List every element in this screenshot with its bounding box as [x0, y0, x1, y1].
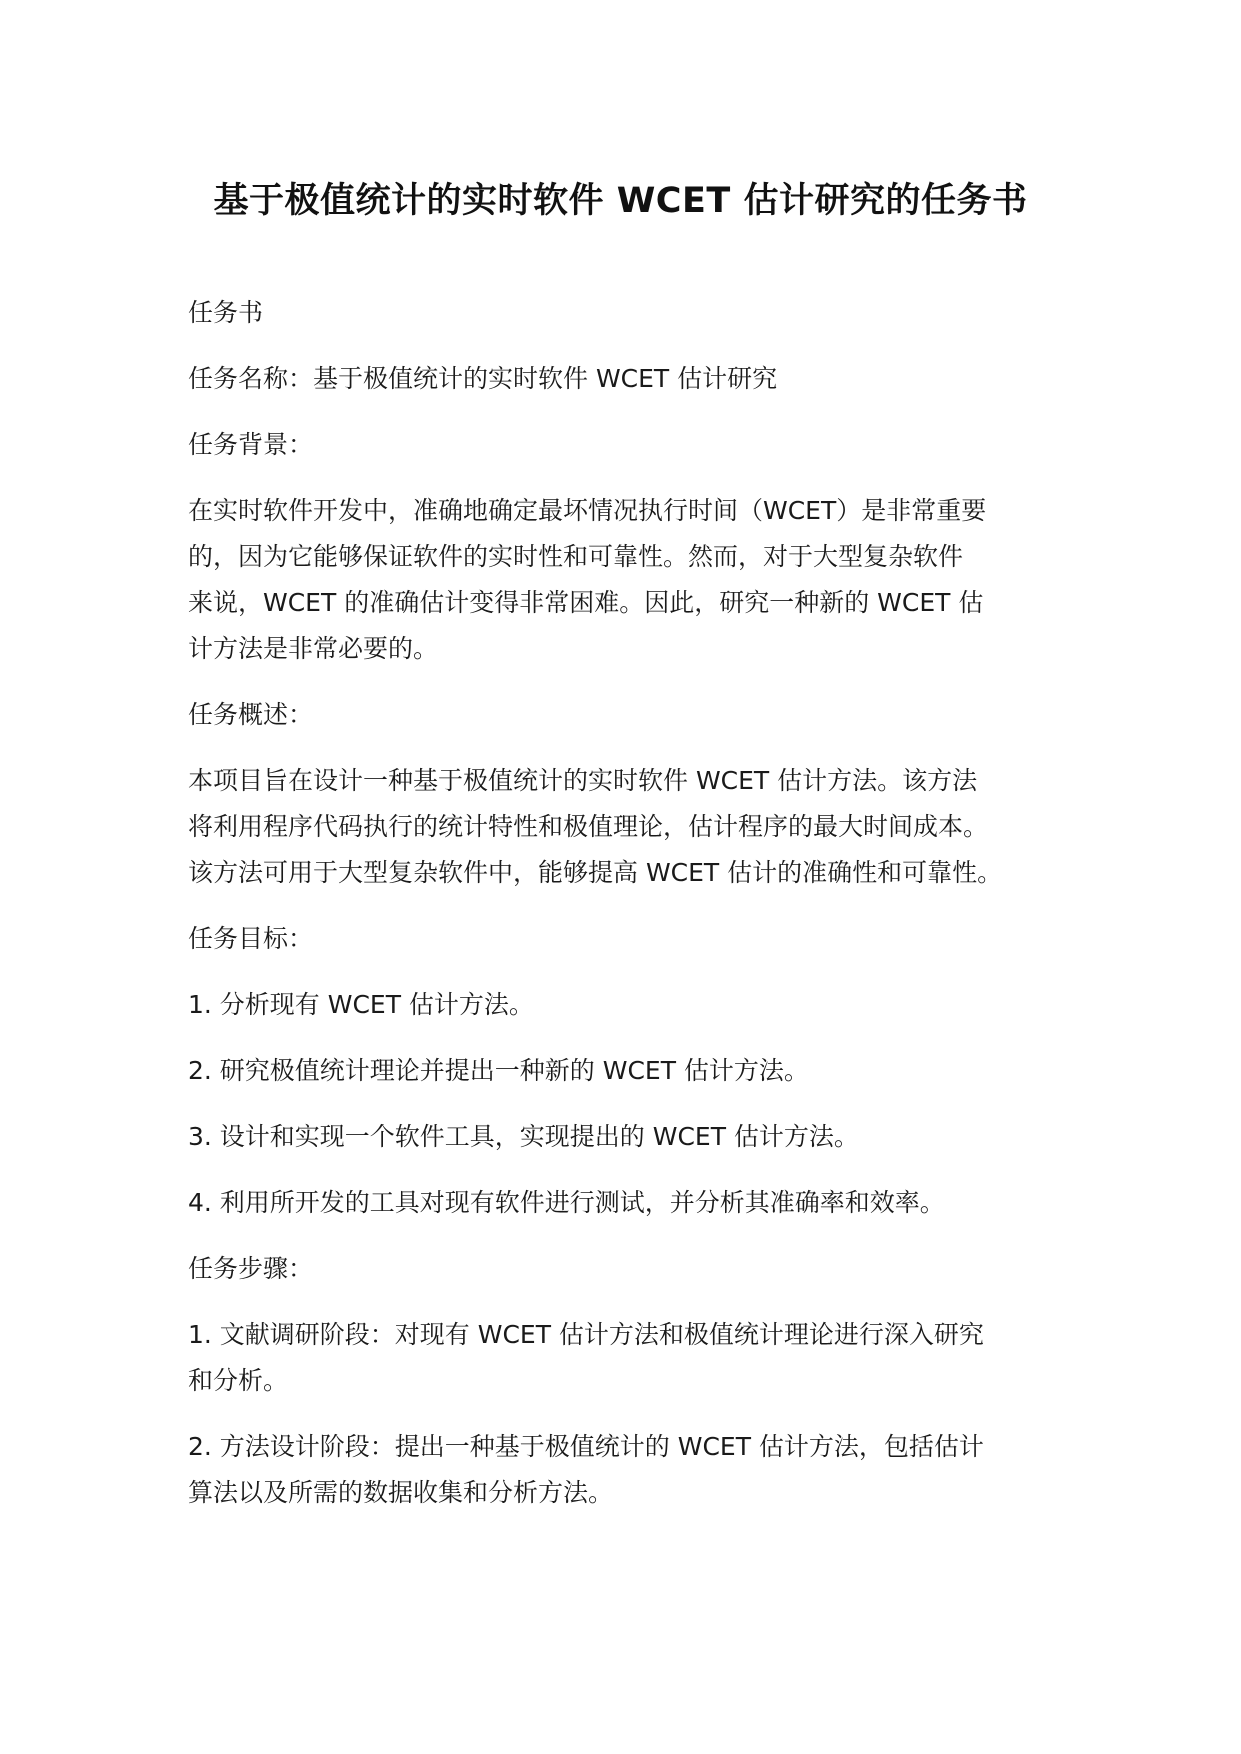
goal-item-3: 3. 设计和实现一个软件工具，实现提出的 WCET 估计方法。: [188, 1122, 859, 1151]
goal-item-1: 1. 分析现有 WCET 估计方法。: [188, 990, 534, 1019]
section-heading-overview: 任务概述：: [188, 700, 314, 729]
step-item-1: 1. 文献调研阶段：对现有 WCET 估计方法和极值统计理论进行深入研究 和分析。: [188, 1320, 984, 1395]
task-name-line: 任务名称：基于极值统计的实时软件 WCET 估计研究: [188, 364, 778, 393]
goal-item-4: 4. 利用所开发的工具对现有软件进行测试，并分析其准确率和效率。: [188, 1188, 945, 1217]
section-heading-task-book: 任务书: [188, 298, 264, 327]
step-item-2: 2. 方法设计阶段：提出一种基于极值统计的 WCET 估计方法，包括估计 算法以及所需的数据收集和分析方法。: [188, 1432, 984, 1507]
goal-item-2: 2. 研究极值统计理论并提出一种新的 WCET 估计方法。: [188, 1056, 809, 1085]
section-heading-goals: 任务目标：: [188, 924, 314, 953]
document-title: 基于极值统计的实时软件 WCET 估计研究的任务书: [213, 181, 1028, 221]
overview-paragraph: 本项目旨在设计一种基于极值统计的实时软件 WCET 估计方法。该方法 将利用程序代码执行的统计特性和极值理论，估计程序的最大时间成本。 该方法可用于大型复杂软件中，能够提高 WCET 估计的准确性和可靠性。: [188, 766, 1003, 887]
background-paragraph: 在实时软件开发中，准确地确定最坏情况执行时间（WCET）是非常重要 的，因为它能够保证软件的实时性和可靠性。然而，对于大型复杂软件 来说，WCET 的准确估计变得非常困难。因此，研究一种新的 WCET 估 计方法是非常必要的。: [188, 496, 987, 663]
section-heading-background: 任务背景：: [188, 430, 314, 459]
document-body: [188, 290, 1068, 1536]
section-heading-steps: 任务步骤：: [188, 1254, 314, 1283]
